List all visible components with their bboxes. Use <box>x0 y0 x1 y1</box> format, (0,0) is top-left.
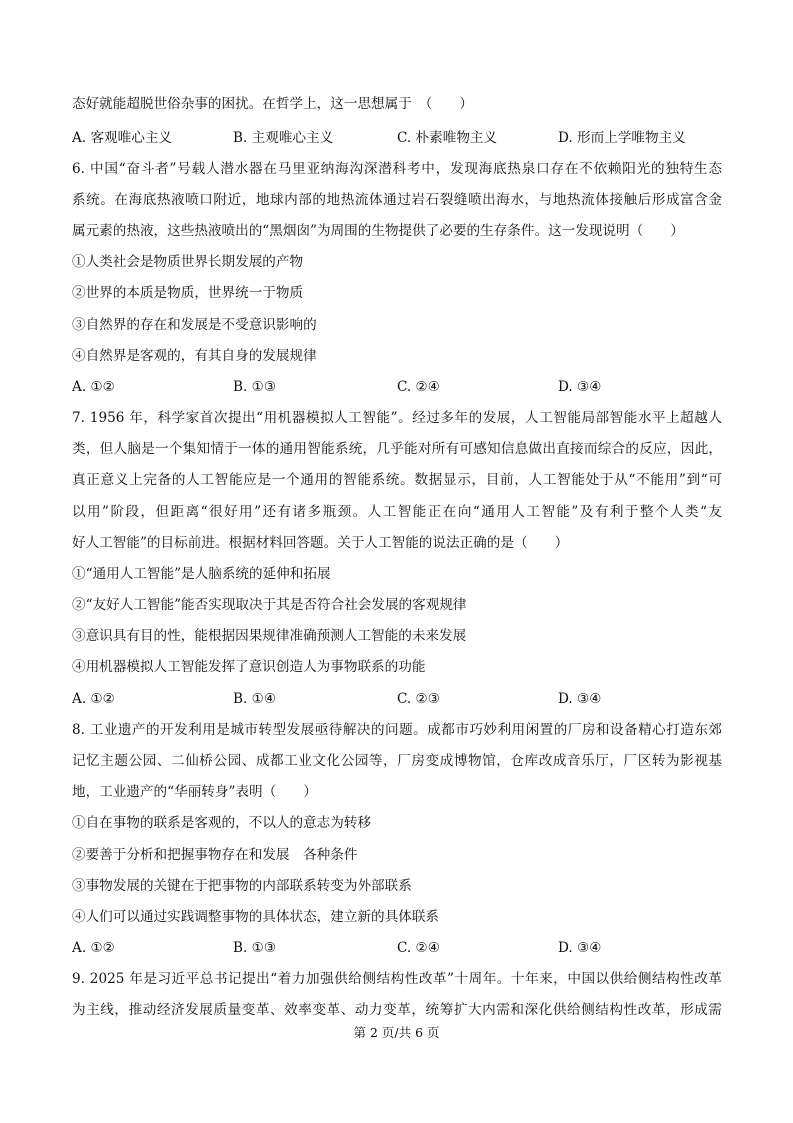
q5-option-d[interactable]: D. 形而上学唯物主义 <box>558 130 686 146</box>
q8-statement: ①自在事物的联系是客观的，不以人的意志为转移 <box>72 815 372 831</box>
q7-option-a[interactable]: A. ①② <box>72 691 115 707</box>
q9-stem-line: 为主线，推动经济发展质量变革、效率变革、动力变革，统筹扩大内需和深化供给侧结构性改革，形成需 <box>72 1002 722 1018</box>
q5-option-a[interactable]: A. 客观唯心主义 <box>72 130 173 146</box>
q7-option-c[interactable]: C. ②③ <box>397 691 440 707</box>
q8-statement: ②要善于分析和把握事物存在和发展 各种条件 <box>72 847 358 863</box>
q8-option-b[interactable]: B. ①③ <box>233 940 277 956</box>
q7-statement: ②“友好人工智能”能否实现取决于其是否符合社会发展的客观规律 <box>72 597 467 613</box>
q6-option-b[interactable]: B. ①③ <box>233 379 277 395</box>
q7-stem-line: 真正意义上完备的人工智能应是一个通用的智能系统。数据显示，目前，人工智能处于从“不能用”到“可 <box>72 472 722 488</box>
q7-stem-line: 以用”阶段，但距离“很好用”还有诸多瓶颈。人工智能正在向“通用人工智能”及有利于整个人类“友 <box>72 504 722 520</box>
q5-option-b[interactable]: B. 主观唯心主义 <box>233 130 334 146</box>
q6-stem-line: 属元素的热液，这些热液喷出的“黑烟囱”为周围的生物提供了必要的生存条件。这一发现说明（ ） <box>72 223 685 239</box>
q6-statement: ①人类社会是物质世界长期发展的产物 <box>72 254 304 270</box>
q7-statement: ③意识具有目的性，能根据因果规律准确预测人工智能的未来发展 <box>72 628 467 644</box>
q7-option-d[interactable]: D. ③④ <box>558 691 602 707</box>
q6-option-c[interactable]: C. ②④ <box>397 379 440 395</box>
q6-stem-line: 系统。在海底热液喷口附近，地球内部的地热流体通过岩石裂缝喷出海水，与地热流体接触后形成富含金 <box>72 192 722 208</box>
q8-statement: ④人们可以通过实践调整事物的具体状态，建立新的具体联系 <box>72 909 440 925</box>
q8-stem-line: 记忆主题公园、二仙桥公园、成都工业文化公园等，厂房变成博物馆，仓库改成音乐厅，厂区转为影视基 <box>72 753 722 769</box>
q9-stem-line: 9. 2025 年是习近平总书记提出“着力加强供给侧结构性改革”十周年。十年来，中国以供给侧结构性改革 <box>72 971 722 987</box>
q7-statement: ④用机器模拟人工智能发挥了意识创造人为事物联系的功能 <box>72 659 426 675</box>
q8-statement: ③事物发展的关键在于把事物的内部联系转变为外部联系 <box>72 878 412 894</box>
q8-stem-line: 8. 工业遗产的开发利用是城市转型发展亟待解决的问题。成都市巧妙利用闲置的厂房和设备精心打造东郊 <box>72 722 722 738</box>
q6-stem-line: 6. 中国“奋斗者”号载人潜水器在马里亚纳海沟深潜科考中，发现海底热泉口存在不依赖阳光的独特生态 <box>72 161 722 177</box>
q5-stem-tail: 态好就能超脱世俗杂事的困扰。在哲学上，这一思想属于 （ ） <box>72 96 474 112</box>
q8-option-d[interactable]: D. ③④ <box>558 940 602 956</box>
q6-statement: ②世界的本质是物质，世界统一于物质 <box>72 285 304 301</box>
q8-option-c[interactable]: C. ②④ <box>397 940 440 956</box>
page-number-footer: 第 2 页/共 6 页 <box>353 1025 440 1040</box>
q5-option-c[interactable]: C. 朴素唯物主义 <box>397 130 498 146</box>
q7-stem-line: 好人工智能”的目标前进。根据材料回答题。关于人工智能的说法正确的是（ ） <box>72 535 569 551</box>
q7-statement: ①“通用人工智能”是人脑系统的延伸和拓展 <box>72 566 331 582</box>
q6-option-a[interactable]: A. ①② <box>72 379 115 395</box>
q8-stem-line: 地，工业遗产的“华丽转身”表明（ ） <box>72 784 317 800</box>
q6-statement: ③自然界的存在和发展是不受意识影响的 <box>72 317 317 333</box>
q7-option-b[interactable]: B. ①④ <box>233 691 277 707</box>
q7-stem-line: 7. 1956 年，科学家首次提出“用机器模拟人工智能”。经过多年的发展，人工智能局部智能水平上超越人 <box>72 410 722 426</box>
q6-option-d[interactable]: D. ③④ <box>558 379 602 395</box>
q6-statement: ④自然界是客观的，有其自身的发展规律 <box>72 348 317 364</box>
q8-option-a[interactable]: A. ①② <box>72 940 115 956</box>
q7-stem-line: 类，但人脑是一个集知情于一体的通用智能系统，几乎能对所有可感知信息做出直接而综合的反应，因此， <box>72 441 722 457</box>
